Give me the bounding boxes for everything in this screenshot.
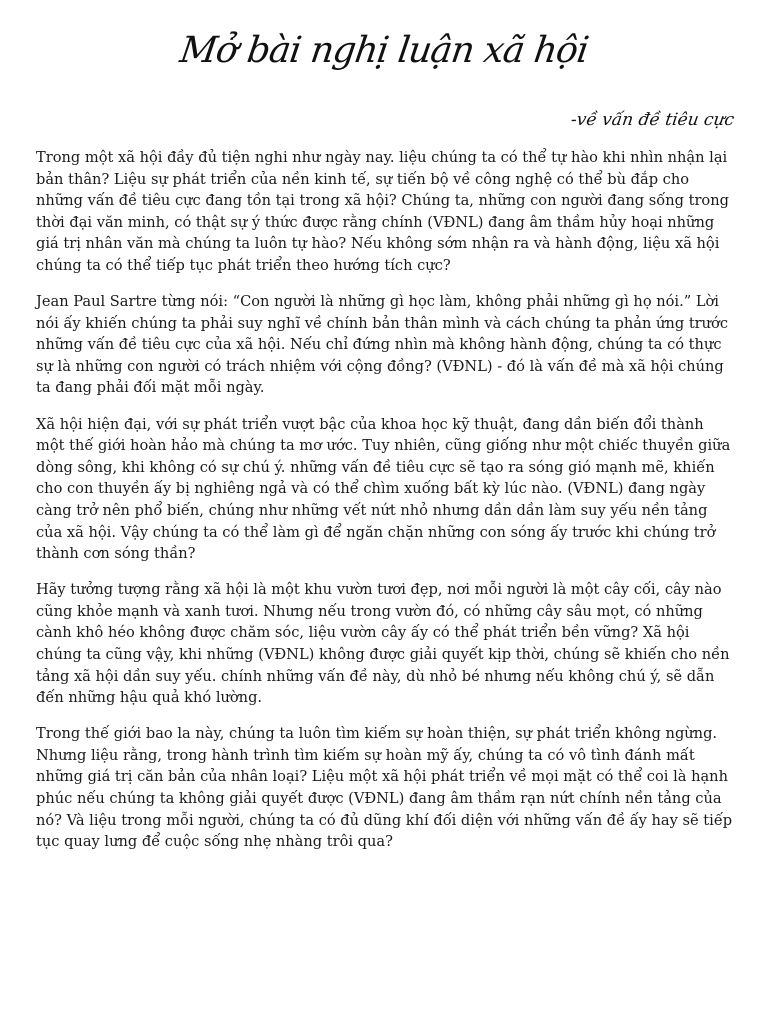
document-subtitle: -về vấn đề tiêu cực — [569, 110, 736, 130]
paragraph: Trong thế giới bao la này, chúng ta luôn tìm kiếm sự hoàn thiện, sự phát triển không ngừng. Nhưng liệu rằng, trong hành trình tìm kiếm sự hoàn mỹ ấy, chúng ta có vô tình đánh mất những giá trị căn bản của nhân loại? Liệu một xã hội phát triển về mọi mặt có thể coi là hạnh phúc nếu chúng ta không giải quyết được (VĐNL) đang âm thầm rạn nứt chính nền tảng của nó? Và liệu trong mỗi người, chúng ta có đủ dũng khí đối diện với những vấn đề ấy hay sẽ tiếp tục quay lưng để cuộc sống nhẹ nhàng trôi qua? — [36, 725, 733, 851]
paragraph: Hãy tưởng tượng rằng xã hội là một khu vườn tươi đẹp, nơi mỗi người là một cây cối, cây nào cũng khỏe mạnh và xanh tươi. Nhưng nếu trong vườn đó, có những cây sâu mọt, có những cành khô héo không được chăm sóc, liệu vườn cây ấy có thể phát triển bền vững? Xã hội chúng ta cũng vậy, khi những (VĐNL) không được giải quyết kịp thời, chúng sẽ khiến cho nền tảng xã hội dần suy yếu. chính những vấn đề này, dù nhỏ bé nhưng nếu không chú ý, sẽ dẫn đến những hậu quả khó lường. — [36, 581, 730, 707]
paragraph: Trong một xã hội đầy đủ tiện nghi như ngày nay. liệu chúng ta có thể tự hào khi nhìn nhận lại bản thân? Liệu sự phát triển của nền kinh tế, sự tiến bộ về công nghệ có thể bù đắp cho những vấn đề tiêu cực đang tồn tại trong xã hội? Chúng ta, những con người đang sống trong thời đại văn minh, có thật sự ý thức được rằng chính (VĐNL) đang âm thầm hủy hoại những giá trị nhân văn mà chúng ta luôn tự hào? Nếu không sớm nhận ra và hành động, liệu xã hội chúng ta có thể tiếp tục phát triển theo hướng tích cực? — [36, 149, 729, 274]
document-body — [36, 147, 736, 867]
document-title: Mở bài nghị luận xã hội — [177, 30, 591, 71]
paragraph: Xã hội hiện đại, với sự phát triển vượt bậc của khoa học kỹ thuật, đang dần biến đổi thành một thế giới hoàn hảo mà chúng ta mơ ước. Tuy nhiên, cũng giống như một chiếc thuyền giữa dòng sông, khi không có sự chú ý. những vấn đề tiêu cực sẽ tạo ra sóng gió mạnh mẽ, khiến cho con thuyền ấy bị nghiêng ngả và có thể chìm xuống bất kỳ lúc nào. (VĐNL) đang ngày càng trở nên phổ biến, chúng như những vết nứt nhỏ nhưng dần dần làm suy yếu nền tảng của xã hội. Vậy chúng ta có thể làm gì để ngăn chặn những con sóng ấy trước khi chúng trở thành cơn sóng thần? — [36, 415, 731, 563]
paragraph: Jean Paul Sartre từng nói: “Con người là những gì học làm, không phải những gì họ nói.” Lời nói ấy khiến chúng ta phải suy nghĩ về chính bản thân mình và cách chúng ta phản ứng trước những vấn đề tiêu cực của xã hội. Nếu chỉ đứng nhìn mà không hành động, chúng ta có thực sự là những con người có trách nhiệm với cộng đồng? (VĐNL) - đó là vấn đề mà xã hội chúng ta đang phải đối mặt mỗi ngày. — [36, 293, 729, 397]
